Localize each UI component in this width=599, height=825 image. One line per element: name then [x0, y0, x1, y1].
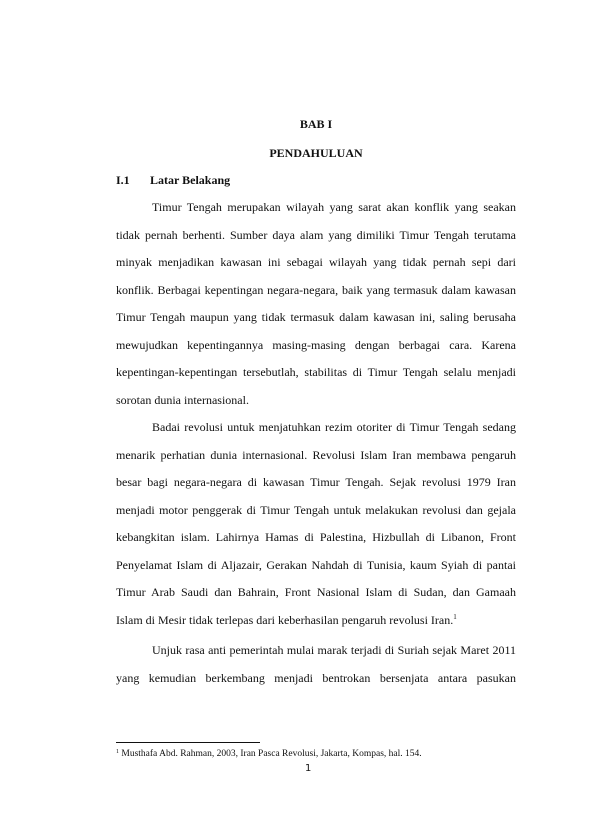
- paragraph-1-line-4: konflik. Berbagai kepentingan negara-negara, baik yang termasuk dalam kawasan: [116, 283, 516, 297]
- paragraph-3-line-2: yang kemudian berkembang menjadi bentrokan bersenjata antara pasukan: [116, 671, 516, 685]
- paragraph-2-line-8-text: Islam di Mesir tidak terlepas dari keberhasilan pengaruh revolusi Iran.: [116, 613, 454, 627]
- paragraph-1-line-7: kepentingan-kepentingan tersebutlah, stabilitas di Timur Tengah selalu menjadi: [116, 365, 516, 379]
- paragraph-2-line-2: menarik perhatian dunia internasional. Revolusi Islam Iran membawa pengaruh: [116, 448, 516, 462]
- paragraph-2-line-3: besar bagi negara-negara di kawasan Timur Tengah. Sejak revolusi 1979 Iran: [116, 475, 516, 489]
- chapter-label: BAB I: [299, 117, 333, 131]
- paragraph-3-line-1: Unjuk rasa anti pemerintah mulai marak terjadi di Suriah sejak Maret 2011: [152, 643, 516, 657]
- footnote-reference[interactable]: 1: [453, 613, 457, 621]
- paragraph-1-line-6: mewujudkan kepentingannya masing-masing dengan berbagai cara. Karena: [116, 338, 516, 352]
- paragraph-2-line-1: Badai revolusi untuk menjatuhkan rezim otoriter di Timur Tengah sedang: [152, 420, 516, 434]
- paragraph-1-line-3: minyak menjadikan kawasan ini sebagai wilayah yang tidak pernah sepi dari: [116, 255, 516, 269]
- paragraph-2-line-5: kebangkitan islam. Lahirnya Hamas di Palestina, Hizbullah di Libanon, Front: [116, 530, 516, 544]
- paragraph-1-line-5: Timur Tengah maupun yang tidak termasuk dalam kawasan ini, saling berusaha: [116, 310, 516, 324]
- paragraph-1-line-2: tidak pernah berhenti. Sumber daya alam yang dimiliki Timur Tengah terutama: [116, 228, 516, 242]
- footnote-text: Musthafa Abd. Rahman, 2003, Iran Pasca Revolusi, Jakarta, Kompas, hal. 154.: [119, 749, 422, 759]
- section-number: I.1: [116, 173, 130, 187]
- footnote-number: 1: [116, 749, 119, 755]
- paragraph-2-line-4: menjadi motor penggerak di Timur Tengah untuk melakukan revolusi dan gejala: [116, 503, 516, 517]
- page-number: 1: [305, 763, 312, 774]
- section-heading: [116, 173, 230, 187]
- paragraph-2-line-6: Penyelamat Islam di Aljazair, Gerakan Nahdah di Tunisia, kaum Syiah di pantai: [116, 558, 516, 572]
- paragraph-2-line-7: Timur Arab Saudi dan Bahrain, Front Nasional Islam di Sudan, dan Gamaah: [116, 585, 516, 599]
- chapter-title: PENDAHULUAN: [269, 146, 363, 160]
- footnote: [116, 749, 422, 760]
- paragraph-2-line-8: [116, 613, 516, 627]
- section-title: Latar Belakang: [150, 173, 231, 187]
- paragraph-1-line-1: Timur Tengah merupakan wilayah yang sarat akan konflik yang seakan: [152, 200, 516, 214]
- footnote-divider: [116, 742, 260, 743]
- paragraph-1-line-8: sorotan dunia internasional.: [116, 393, 249, 407]
